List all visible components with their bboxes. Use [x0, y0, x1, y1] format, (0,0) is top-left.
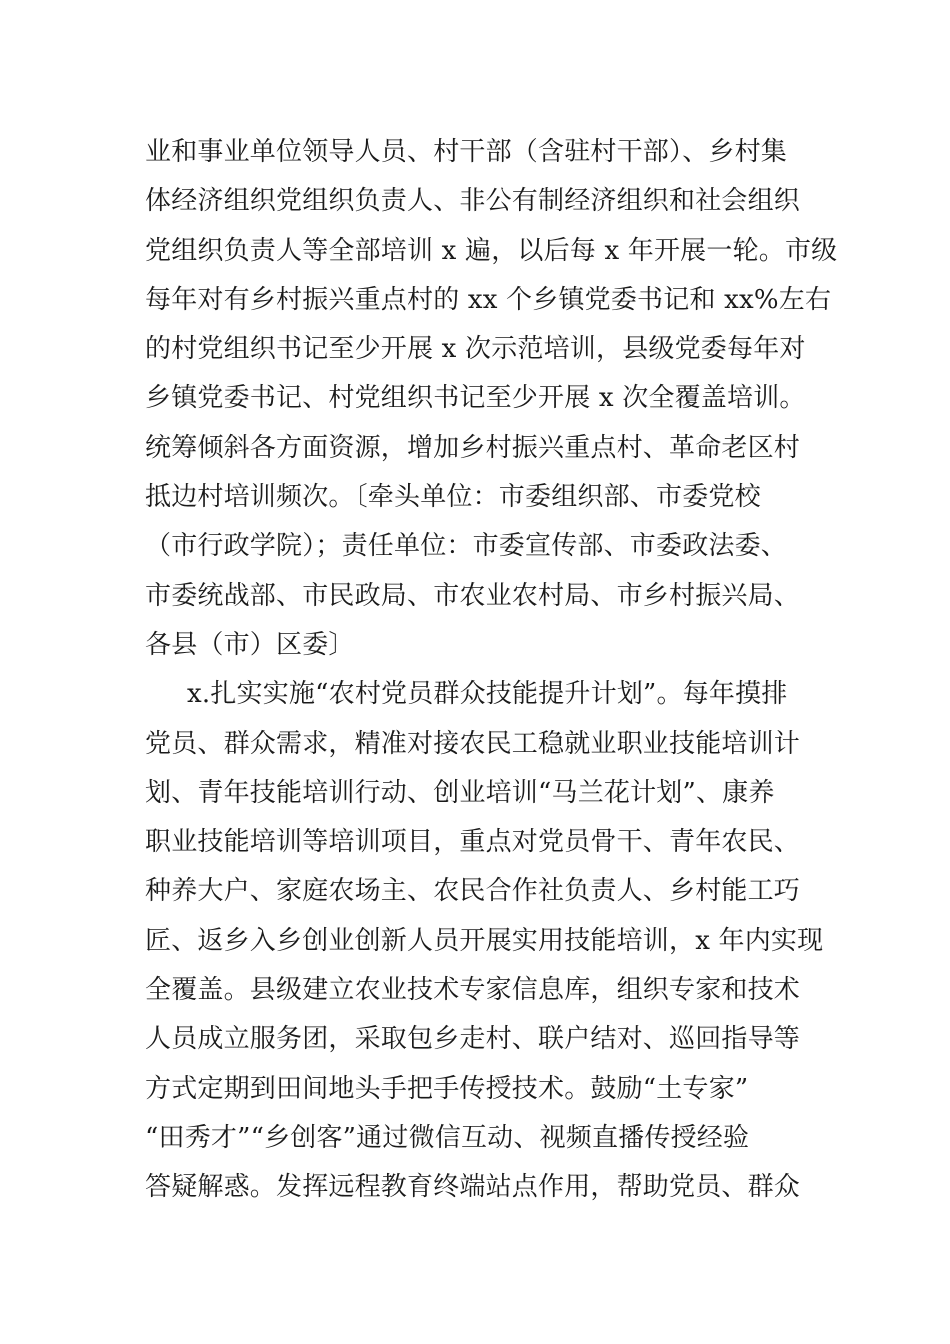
paragraph-line: 抵边村培训频次。〔牵头单位：市委组织部、市委党校	[145, 482, 761, 513]
paragraph-line: 种养大户、家庭农场主、农民合作社负责人、乡村能工巧	[145, 876, 801, 907]
paragraph-line: 乡镇党委书记、村党组织书记至少开展 x 次全覆盖培训。	[145, 383, 806, 414]
paragraph-line: 体经济组织党组织负责人、非公有制经济组织和社会组织	[145, 186, 801, 217]
paragraph-line: 方式定期到田间地头手把手传授技术。鼓励“土专家”	[145, 1073, 749, 1104]
paragraph-line: 职业技能培训等培训项目，重点对党员骨干、青年农民、	[145, 827, 801, 858]
paragraph-1	[145, 128, 838, 670]
document-body	[145, 128, 838, 1213]
paragraph-line: x.扎实实施“农村党员群众技能提升计划”。每年摸排	[187, 679, 788, 710]
paragraph-line: （市行政学院）；责任单位：市委宣传部、市委政法委、	[145, 531, 788, 562]
paragraph-line: 市委统战部、市民政局、市农业农村局、市乡村振兴局、	[145, 580, 801, 611]
paragraph-line: 业和事业单位领导人员、村干部（含驻村干部）、乡村集	[145, 137, 788, 167]
paragraph-line: 全覆盖。县级建立农业技术专家信息库，组织专家和技术	[145, 975, 801, 1006]
paragraph-line: 划、青年技能培训行动、创业培训“马兰花计划”、康养	[145, 777, 775, 808]
paragraph-line: 统筹倾斜各方面资源，增加乡村振兴重点村、革命老区村	[145, 432, 801, 463]
paragraph-line: “田秀才”“乡创客”通过微信互动、视频直播传授经验	[145, 1122, 750, 1153]
paragraph-line: 答疑解惑。发挥远程教育终端站点作用，帮助党员、群众	[145, 1172, 801, 1203]
paragraph-line: 党员、群众需求，精准对接农民工稳就业职业技能培训计	[145, 728, 801, 759]
paragraph-line: 每年对有乡村振兴重点村的 xx 个乡镇党委书记和 xx%左右	[145, 284, 832, 315]
paragraph-line: 人员成立服务团，采取包乡走村、联户结对、巡回指导等	[145, 1024, 801, 1055]
paragraph-line: 匠、返乡入乡创业创新人员开展实用技能培训，x 年内实现	[145, 925, 824, 956]
paragraph-line: 的村党组织书记至少开展 x 次示范培训，县级党委每年对	[145, 334, 806, 365]
paragraph-line: 各县（市）区委〕	[145, 629, 355, 660]
paragraph-2	[145, 670, 824, 1212]
paragraph-line: 党组织负责人等全部培训 x 遍，以后每 x 年开展一轮。市级	[145, 235, 838, 266]
